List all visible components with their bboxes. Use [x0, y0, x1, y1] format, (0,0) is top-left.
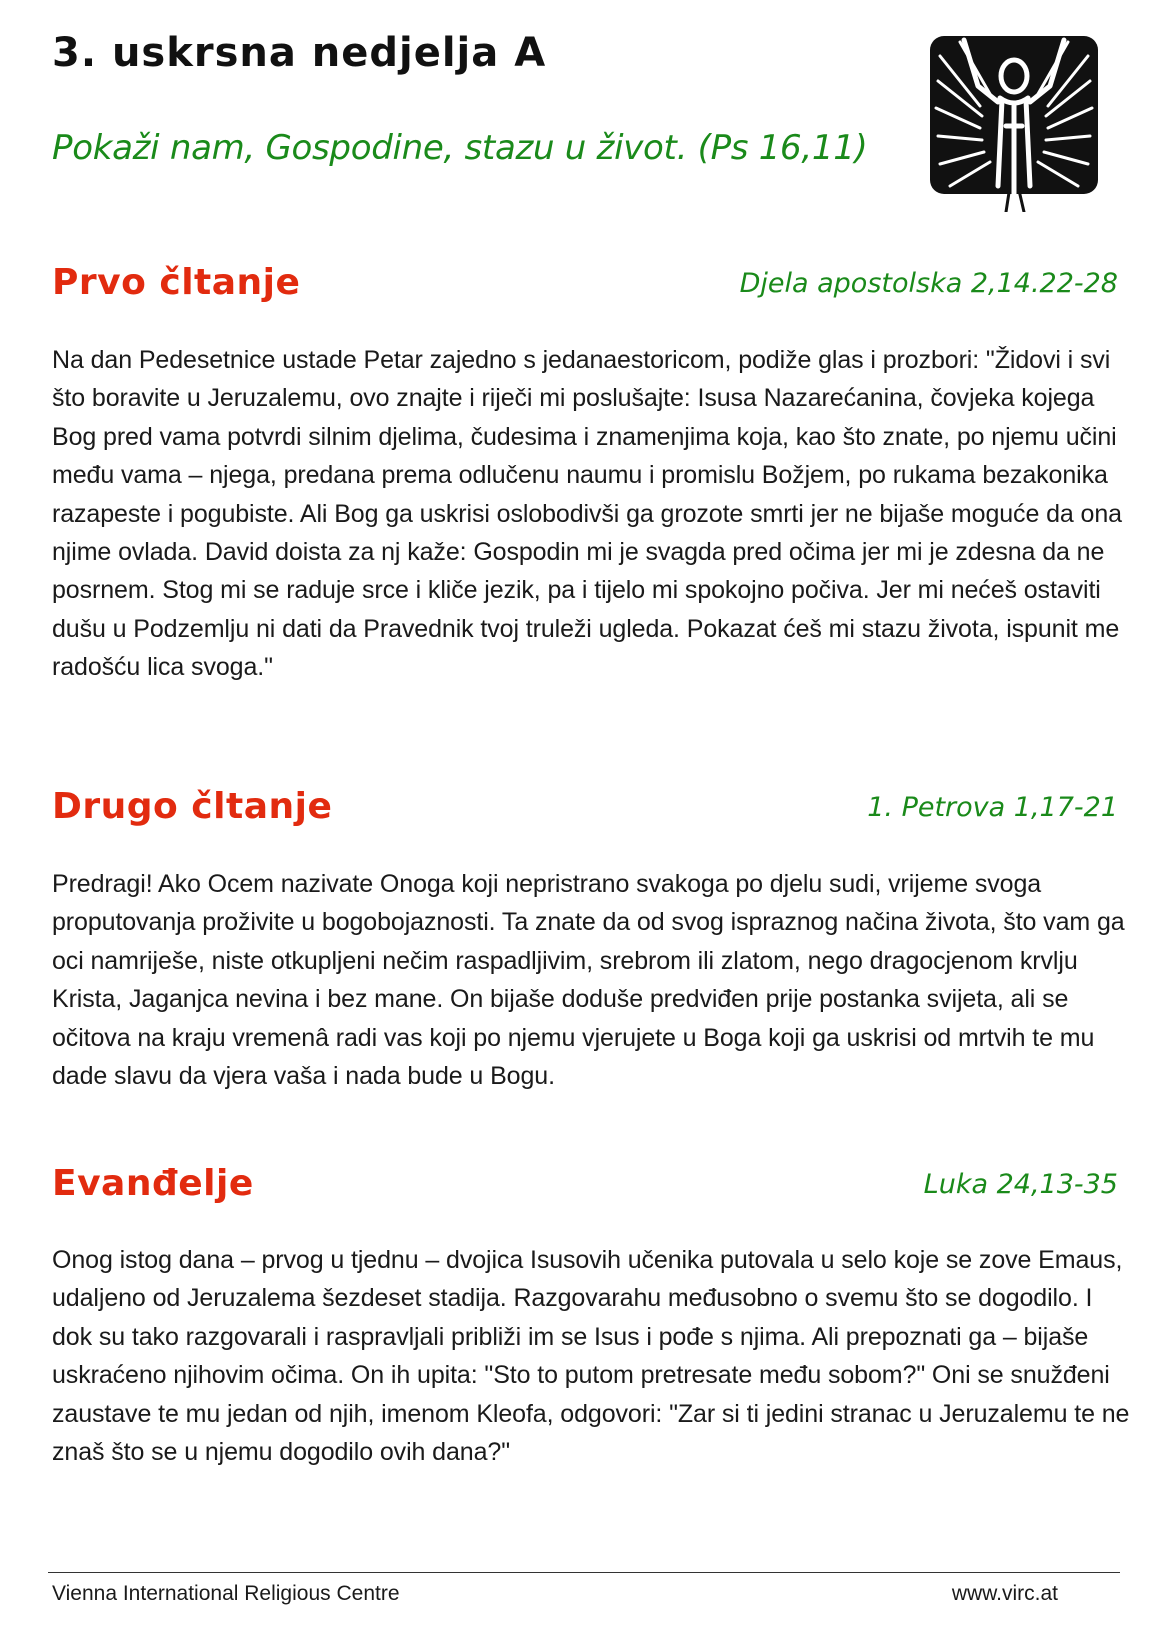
- gospel-text: Onog istog dana – prvog u tjednu – dvojica Isusovih učenika putovala u selo koje se zove Emaus, udaljeno od Jeruzalema šezdeset stadija. Razgovarahu međusobno o svemu što se dogodilo. I dok su tako razgovarali i raspravljali približi im se Isus i pođe s njima. Ali prepoznati ga – bijaše uskraćeno njihovim očima. On ih upita: "Sto to putom pretresate među sobom?" Oni se snužđeni zaustave te mu jedan od njih, imenom Kleofa, odgovori: "Zar si ti jedini stranac u Jeruzalemu te ne znaš što se u njemu dogodilo ovih dana?": [52, 1246, 1130, 1467]
- second-reading-title: Drugo čltanje: [52, 786, 333, 827]
- second-reading-header: [52, 786, 1118, 836]
- first-reading-text: Na dan Pedesetnice ustade Petar zajedno s jedanaestoricom, podiže glas i prozbori: "Židovi i svi što boravite u Jeruzalemu, ovo znajte i riječi mi poslušajte: Isusa Nazarećanina, čovjeka kojega Bog pred vama potvrdi silnim djelima, čudesima i znamenjima koja, kao što znate, po njemu učini među vama – njega, predana prema odlučenu naumu i promislu Božjem, po rukama bezakonika razapeste i pogubiste. Ali Bog ga uskrisi oslobodivši ga grozote smrti jer ne bijaše moguće da ona njime ovlada. David doista za nj kaže: Gospodin mi je svagda pred očima jer mi je zdesna da ne posrnem. Stog mi se raduje srce i kliče jezik, pa i tijelo mi spokojno počiva. Jer mi nećeš ostaviti dušu u Podzemlju ni dati da Pravednik tvoj truleži ugleda. Pokazat ćeš mi stazu života, ispunit me radošću lica svoga.": [52, 346, 1122, 682]
- gospel-header: [52, 1163, 1118, 1213]
- gospel-title: Evanđelje: [52, 1163, 254, 1204]
- footer-website-link[interactable]: www.virc.at: [951, 1582, 1058, 1605]
- footer-organization: Vienna International Religious Centre: [52, 1582, 400, 1605]
- gospel-reference: Luka 24,13-35: [923, 1169, 1118, 1200]
- motto-verse: Pokaži nam, Gospodine, stazu u život. (Ps 16,11): [52, 128, 868, 168]
- page-title: 3. uskrsna nedjelja A: [52, 30, 547, 76]
- first-reading-title: Prvo čltanje: [52, 262, 301, 303]
- risen-christ-woodcut-icon: [930, 36, 1098, 212]
- first-reading-header: [52, 262, 1118, 312]
- first-reading-reference: Djela apostolska 2,14.22-28: [739, 268, 1118, 299]
- footer-divider: [48, 1572, 1120, 1573]
- second-reading-reference: 1. Petrova 1,17-21: [867, 792, 1118, 823]
- second-reading-text: Predragi! Ako Ocem nazivate Onoga koji nepristrano svakoga po djelu sudi, vrijeme svoga proputovanja proživite u bogobojaznosti. Ta znate da od svog ispraznog načina života, što vam ga oci namriješe, niste otkupljeni nečim raspadljivim, srebrom ili zlatom, nego dragocjenom krvlju Krista, Jaganjca nevina i bez mane. On bijaše doduše predviđen prije postanka svijeta, ali se očitova na kraju vremenâ radi vas koji po njemu vjerujete u Boga koji ga uskrisi od mrtvih te mu dade slavu da vjera vaša i nada bude u Bogu.: [52, 870, 1125, 1091]
